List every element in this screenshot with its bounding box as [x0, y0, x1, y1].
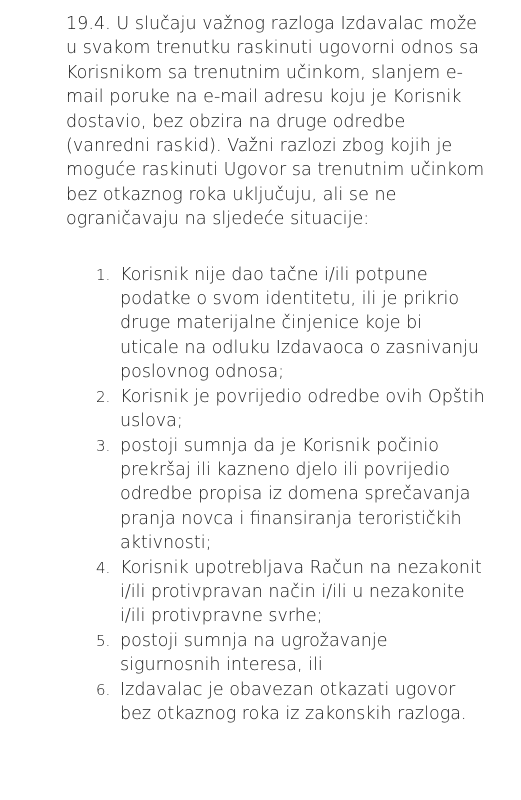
- list-item-number: 2.: [96, 387, 111, 406]
- list-item: [66, 629, 486, 678]
- list-item: [66, 678, 486, 727]
- list-item-text: postoji sumnja na ugrožavanje sigurnosnih interesa, ili: [120, 630, 388, 676]
- list-item-text: Korisnik upotrebljava Račun na nezakonit i/ili protivpravan način i/ili u nezakonite i/ili protivpravne svrhe;: [120, 557, 482, 627]
- list-item: [66, 434, 486, 556]
- intro-paragraph: 19.4. U slučaju važnog razloga Izdavalac može u svakom trenutku raskinuti ugovorni odnos sa Korisnikom sa trenutnim učinkom, slanjem e-mail poruke na e-mail adresu koju je Korisnik dostavio, bez obzira na druge odredbe (vanredni raskid). Važni razlozi zbog kojih je moguće raskinuti Ugovor sa trenutnim učinkom bez otkaznog roka uključuju, ali se ne ograničavaju na sljedeće situacije:: [66, 14, 485, 230]
- document-body: [66, 12, 486, 726]
- list-item-text: Korisnik nije dao tačne i/ili potpune podatke o svom identitetu, ili je prikrio druge materijalne činjenice koje bi uticale na odluku Izdavaoca o zasnivanju poslovnog odnosa;: [120, 264, 479, 383]
- list-item-text: Izdavalac je obavezan otkazati ugovor bez otkaznog roka iz zakonskih razloga.: [120, 679, 467, 724]
- list-item-number: 3.: [96, 436, 111, 455]
- list-item-text: postoji sumnja da je Korisnik počinio prekršaj ili kazneno djelo ili povrijedio odredbe propisa iz domena sprečavanja pranja novca i finansiranja terorističkih aktivnosti;: [120, 435, 471, 554]
- list-item-number: 5.: [96, 631, 111, 650]
- list-item: [66, 263, 486, 385]
- list-item-text: Korisnik je povrijedio odredbe ovih Opštih uslova;: [120, 386, 485, 432]
- list-item-number: 6.: [96, 680, 111, 699]
- list-item-number: 1.: [96, 265, 111, 284]
- termination-reasons-list: [66, 263, 486, 727]
- list-item: [66, 385, 486, 434]
- list-item: [66, 556, 486, 629]
- list-item-number: 4.: [96, 558, 111, 577]
